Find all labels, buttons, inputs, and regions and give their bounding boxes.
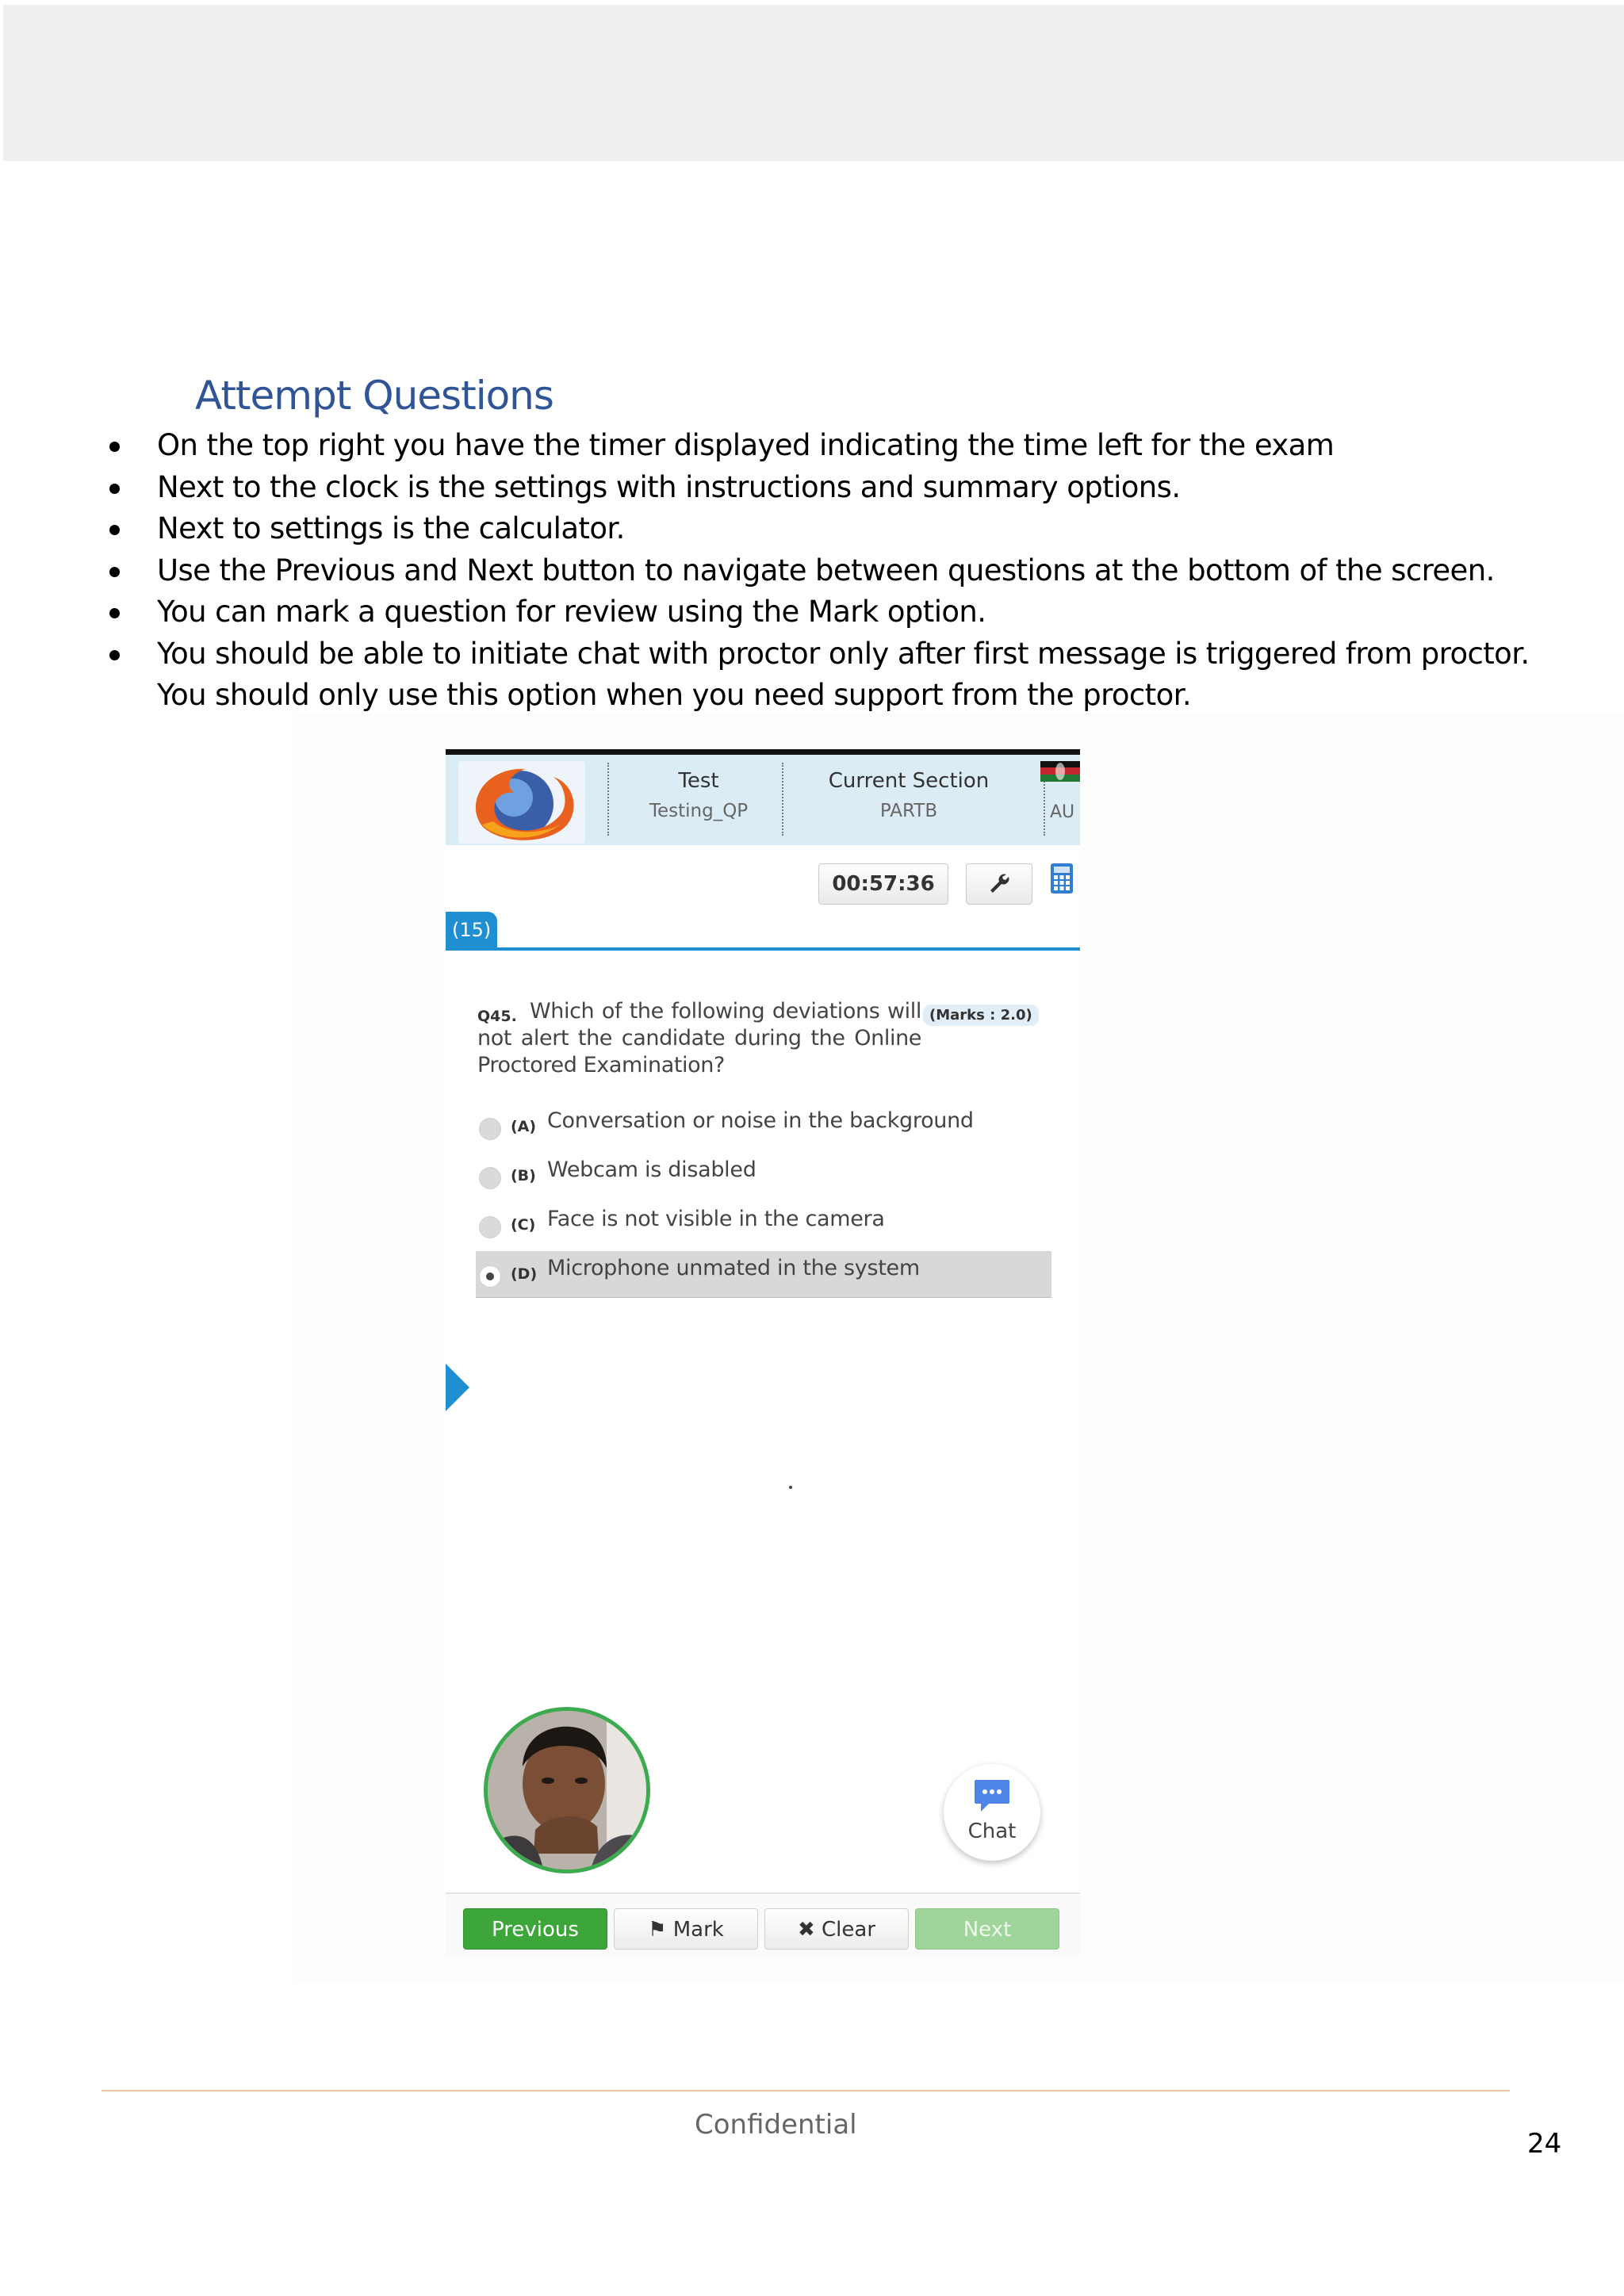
close-icon: ✖	[797, 1918, 815, 1942]
exam-screenshot	[446, 749, 1080, 1958]
radio-button-selected[interactable]	[479, 1265, 501, 1288]
answer-option-d[interactable]	[476, 1251, 1051, 1298]
test-info	[615, 763, 782, 821]
exam-timer: 00:57:36	[818, 863, 948, 905]
instruction-item	[106, 467, 1549, 509]
instruction-text: Next to the clock is the settings with instructions and summary options.	[157, 469, 1181, 504]
option-text: Microphone unmated in the system	[547, 1256, 920, 1280]
page-number: 24	[1527, 2128, 1562, 2160]
clear-button[interactable]	[764, 1908, 909, 1950]
instruction-item	[106, 550, 1549, 592]
option-key: (B)	[511, 1167, 536, 1184]
header-divider	[607, 763, 609, 836]
instruction-list	[106, 425, 1549, 717]
section-divider	[446, 947, 1080, 951]
answer-option-b[interactable]	[476, 1153, 1051, 1199]
bullet-icon	[109, 442, 120, 452]
instruction-text: You should be able to initiate chat with proctor only after first message is triggered from proctor.	[157, 636, 1530, 671]
previous-button[interactable]: Previous	[463, 1908, 607, 1950]
question-text: Which of the following deviations will not alert the candidate during the Online Proctored Examination?	[477, 999, 921, 1077]
question-number: Q45.	[477, 1008, 517, 1025]
bullet-icon	[109, 608, 120, 618]
option-key: (A)	[511, 1118, 537, 1135]
wrench-icon	[987, 872, 1011, 896]
mark-label: Mark	[672, 1918, 724, 1942]
bookmark-icon: ⚑	[648, 1918, 667, 1942]
section-heading: Attempt Questions	[195, 373, 553, 419]
instruction-item	[106, 633, 1549, 717]
test-label: Test	[678, 769, 719, 793]
instruction-item	[106, 425, 1549, 467]
navigation-bar	[446, 1892, 1080, 1957]
test-value: Testing_QP	[649, 801, 749, 821]
answer-option-c[interactable]	[476, 1202, 1051, 1248]
page-header-band	[3, 5, 1624, 161]
header-divider	[782, 763, 783, 836]
calculator-icon[interactable]	[1050, 863, 1074, 897]
radio-button[interactable]	[479, 1167, 501, 1189]
header-partial-text: AU	[1050, 802, 1075, 822]
bullet-icon	[109, 525, 120, 535]
bullet-icon	[109, 567, 120, 577]
loading-dot	[789, 1486, 792, 1489]
section-label: Current Section	[828, 769, 990, 793]
settings-button[interactable]	[966, 863, 1032, 905]
exam-header	[446, 749, 1080, 845]
instruction-text: You can mark a question for review using the Mark option.	[157, 595, 986, 629]
instruction-item	[106, 591, 1549, 633]
answer-option-a[interactable]	[476, 1104, 1051, 1150]
webcam-preview	[484, 1707, 650, 1873]
instruction-text: Next to settings is the calculator.	[157, 511, 625, 545]
instruction-text: You should only use this option when you need support from the proctor.	[157, 678, 1191, 712]
firefox-logo-icon	[458, 761, 585, 844]
section-value: PARTB	[879, 801, 938, 821]
radio-button[interactable]	[479, 1118, 501, 1140]
option-key: (D)	[511, 1265, 538, 1283]
chat-button[interactable]	[944, 1764, 1040, 1861]
clear-label: Clear	[822, 1918, 876, 1942]
question-count-tab[interactable]: (15)	[446, 912, 497, 950]
section-info	[788, 763, 1029, 821]
marks-badge: (Marks : 2.0)	[923, 1004, 1039, 1026]
chat-label: Chat	[967, 1820, 1017, 1843]
expand-panel-arrow-icon[interactable]	[446, 1364, 469, 1411]
option-key: (C)	[511, 1216, 536, 1234]
user-avatar-icon	[488, 1711, 646, 1869]
bullet-icon	[109, 650, 120, 660]
option-text: Conversation or noise in the background	[547, 1108, 974, 1133]
chat-bubble-icon	[973, 1778, 1011, 1813]
flag-icon	[1040, 761, 1080, 782]
next-button[interactable]: Next	[915, 1908, 1059, 1950]
instruction-text: On the top right you have the timer displayed indicating the time left for the exam	[157, 428, 1335, 462]
instruction-item	[106, 508, 1549, 550]
mark-button[interactable]	[614, 1908, 758, 1950]
footer-label: Confidential	[695, 2109, 857, 2141]
option-text: Face is not visible in the camera	[547, 1207, 885, 1231]
bullet-icon	[109, 484, 120, 494]
option-text: Webcam is disabled	[547, 1158, 756, 1182]
instruction-text: Use the Previous and Next button to navigate between questions at the bottom of the screen.	[157, 553, 1495, 587]
radio-button[interactable]	[479, 1216, 501, 1238]
footer-rule	[102, 2090, 1510, 2091]
